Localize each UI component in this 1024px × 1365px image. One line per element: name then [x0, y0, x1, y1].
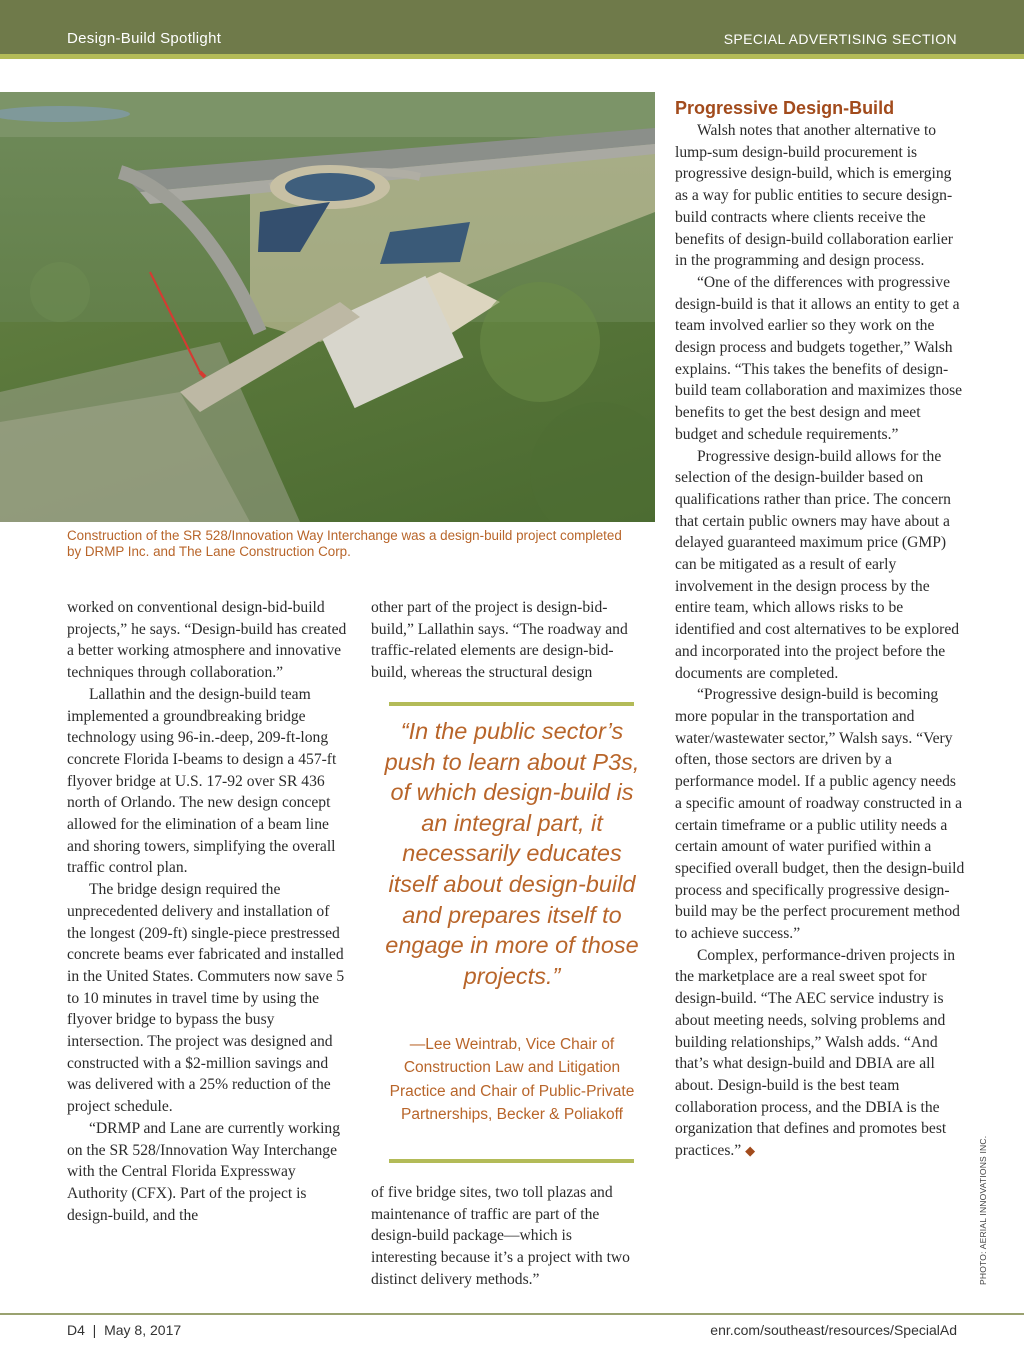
paragraph: worked on conventional design-bid-build projects,” he says. “Design-build has created a better working atmosphere and innovative techniques through collaboration.” [67, 599, 347, 682]
paragraph: Walsh notes that another alternative to lump-sum design-build procurement is progressive design-build, which is emerging as a way for public entities to secure design-build contracts where clients receive the benefits of design-build collaboration earlier in the programming and design process. [675, 122, 953, 270]
page-header [0, 0, 1024, 54]
paragraph: “Progressive design-build is becoming more popular in the transportation and water/wastewater sector,” Walsh says. “Very often, those sectors are driven by a performance model. If a public agency needs a specific amount of roadway constructed in a certain timeframe or a public utility needs a certain amount of water purified within a specified overall budget, then the design-build process and specifically progressive design-build may be the perfect procurement method to achieve success.” [675, 686, 965, 943]
paragraph: Progressive design-build allows for the selection of the design-builder based on qualifications rather than price. The concern that certain public owners may have about a delayed guaranteed maximum price (GMP) can be mitigated as a result of early involvement in the design process by the entire team, which allows risks to be identified and cost alternatives to be explored and incorporated into the project before the documents are completed. [675, 447, 960, 682]
advertising-label: SPECIAL ADVERTISING SECTION [723, 31, 957, 47]
paragraph-text: Complex, performance-driven projects in the marketplace are a real sweet spot for design-build. “The AEC service industry is about meeting needs, solving problems and building relationships,” Walsh adds. “And that’s what design-build and DBIA are all about. Design-build is the best team collaboration process, and the DBIA is the organization that defines and promotes best practices.” [675, 946, 956, 1160]
paragraph: The bridge design required the unprecedented delivery and installation of the longest (209-ft) single-piece prestressed concrete beams ever fabricated and installed in the United States. Commuters now save 5 to 10 minutes in travel time by using the flyover bridge to bypass the busy intersection. The project was designed and constructed with a $2-million savings and was delivered with a 25% reduction of the project schedule. [67, 881, 345, 1116]
pull-quote-attribution: —Lee Weintrab, Vice Chair of Construction Law and Litigation Practice and Chair of Public-Private Partnerships, Becker & Poliakoff [389, 1036, 635, 1124]
pull-quote-bottom-rule [389, 1159, 634, 1163]
footer-url: enr.com/southeast/resources/SpecialAd [710, 1322, 957, 1338]
paragraph: “DRMP and Lane are currently working on the SR 528/Innovation Way Interchange with the Central Florida Expressway Authority (CFX). Part of the project is design-build, and the [67, 1119, 341, 1224]
article-column-3 [675, 97, 965, 1162]
footer-rule [0, 1313, 1024, 1315]
interchange-aerial-photo [0, 92, 655, 522]
paragraph: Lallathin and the design-build team implemented a groundbreaking bridge technology using 96-in.-deep, 209-ft-long concrete Florida I-beams to design a 457-ft flyover bridge at U.S. 17-92 over SR 436 north of Orlando. The new design concept allowed for the elimination of a beam line and shoring towers, simplifying the overall traffic control plan. [67, 685, 337, 877]
paragraph: “One of the differences with progressive design-build is that it allows an entity to get a team involved earlier so they work on the design process and budgets together,” Walsh explains. “This takes the benefits of design-build team collaboration and maximizes those benefits to get the best design and meet budget and schedule requirements.” [675, 273, 963, 443]
header-accent-rule [0, 54, 1024, 59]
photo-caption: Construction of the SR 528/Innovation Way Interchange was a design-build project completed by DRMP Inc. and The Lane Construction Corp. [67, 528, 622, 559]
article-column-2-bottom [371, 1182, 637, 1291]
article-column-1 [67, 597, 350, 1226]
pull-quote-top-rule [389, 702, 634, 706]
paragraph-last [675, 945, 965, 1162]
section-heading: Progressive Design-Build [675, 98, 895, 118]
end-mark-icon: ◆ [745, 1143, 756, 1159]
paragraph: of five bridge sites, two toll plazas and maintenance of traffic are part of the design-build package—which is interesting because it’s a project with two distinct delivery methods.” [371, 1184, 630, 1288]
section-title: Design-Build Spotlight [67, 30, 222, 47]
photo-credit: PHOTO: AERIAL INNOVATIONS INC. [978, 1135, 988, 1285]
page-number-date: D4 | May 8, 2017 [67, 1322, 182, 1338]
article-column-2-top [371, 597, 637, 684]
paragraph: other part of the project is design-bid-build,” Lallathin says. “The roadway and traffic-related elements are design-bid-build, whereas the structural design [371, 599, 628, 682]
pull-quote-text: “In the public sector’s push to learn about P3s, of which design-build is an integral part, it necessarily educates itself about design-build and prepares itself to engage in more of those projects.” [384, 718, 640, 989]
